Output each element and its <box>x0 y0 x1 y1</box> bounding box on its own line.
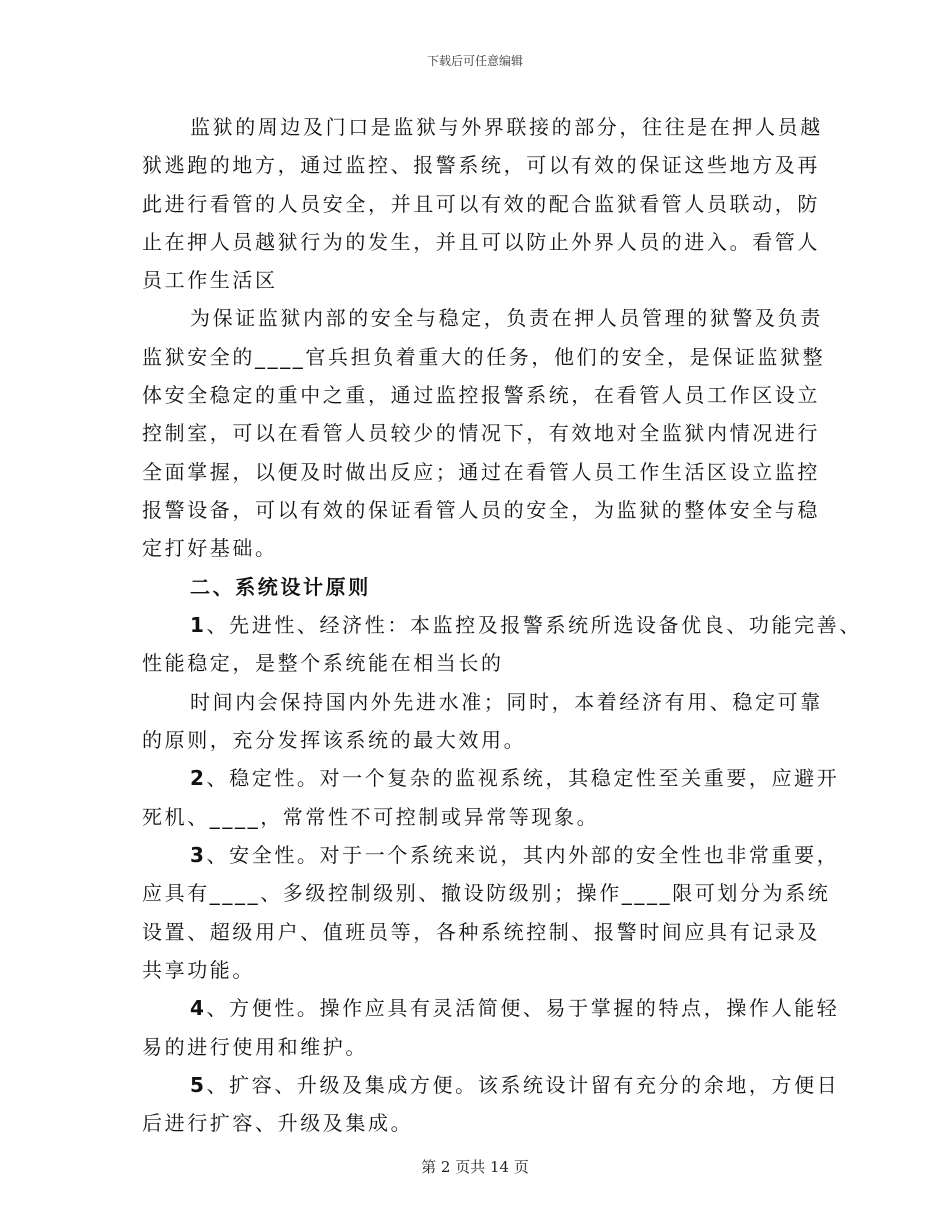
text-line: 监狱的周边及门口是监狱与外界联接的部分，往往是在押人员越 <box>190 115 823 139</box>
text-line: 报警设备，可以有效的保证看管人员的安全，为监狱的整体安全与稳 <box>142 498 820 522</box>
text-line: 1、先进性、经济性：本监控及报警系统所选设备优良、功能完善、 <box>190 613 862 637</box>
text-line: 控制室，可以在看管人员较少的情况下，有效地对全监狱内情况进行 <box>142 421 820 445</box>
text-line: 狱逃跑的地方，通过监控、报警系统，可以有效的保证这些地方及再 <box>142 153 820 177</box>
text-line: 易的进行使用和维护。 <box>142 1035 368 1059</box>
text-line: 为保证监狱内部的安全与稳定，负责在押人员管理的狱警及负责 <box>190 306 823 330</box>
text-line: 时间内会保持国内外先进水准；同时，本着经济有用、稳定可靠 <box>190 690 823 714</box>
text-line: 后进行扩容、升级及集成。 <box>142 1111 414 1135</box>
section-heading: 二、系统设计原则 <box>190 575 371 599</box>
text-line: 性能稳定，是整个系统能在相当长的 <box>142 651 504 675</box>
text-line: 设置、超级用户、值班员等，各种系统控制、报警时间应具有记录及 <box>142 920 820 944</box>
text-line: 的原则，充分发挥该系统的最大效用。 <box>142 728 527 752</box>
text-line: 应具有____、多级控制级别、撤设防级别；操作____限可划分为系统 <box>142 881 831 905</box>
text-line: 共享功能。 <box>142 958 255 982</box>
text-line: 此进行看管的人员安全，并且可以有效的配合监狱看管人员联动，防 <box>142 192 820 216</box>
text-line: 3、安全性。对于一个系统来说，其内外部的安全性也非常重要， <box>190 843 840 867</box>
text-line: 体安全稳定的重中之重，通过监控报警系统，在看管人员工作区设立 <box>142 383 820 407</box>
page-number-footer: 第 2 页共 14 页 <box>421 1158 529 1176</box>
text-line: 死机、____，常常性不可控制或异常等现象。 <box>142 805 600 829</box>
text-line: 定打好基础。 <box>142 536 278 560</box>
text-line: 监狱安全的____官兵担负着重大的任务，他们的安全，是保证监狱整 <box>142 345 826 369</box>
text-line: 全面掌握，以便及时做出反应；通过在看管人员工作生活区设立监控 <box>142 460 820 484</box>
text-line: 止在押人员越狱行为的发生，并且可以防止外界人员的进入。看管人 <box>142 230 820 254</box>
text-line: 4、方便性。操作应具有灵活简便、易于掌握的特点，操作人能轻 <box>190 996 840 1020</box>
page-header: 下载后可任意编辑 <box>426 54 523 68</box>
text-line: 2、稳定性。对一个复杂的监视系统，其稳定性至关重要，应避开 <box>190 766 840 790</box>
text-line: 5、扩容、升级及集成方便。该系统设计留有充分的余地，方便日 <box>190 1073 840 1097</box>
text-line: 员工作生活区 <box>142 268 278 292</box>
